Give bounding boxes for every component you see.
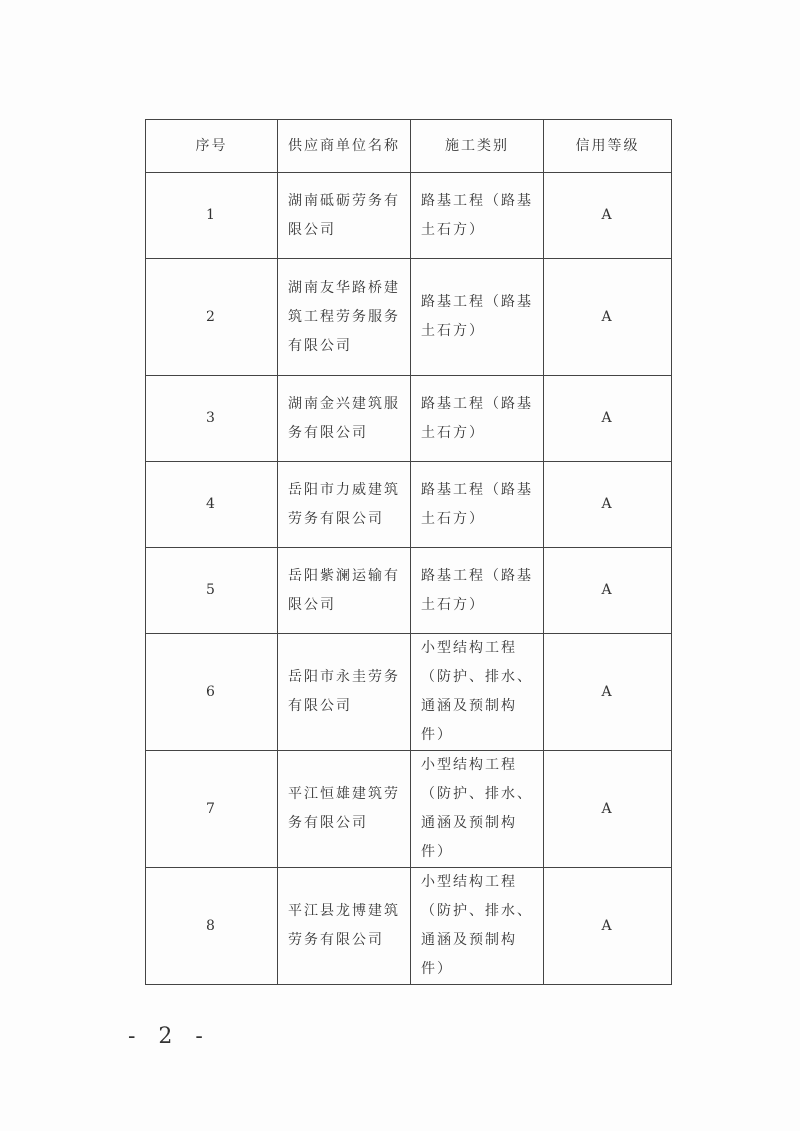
supplier-credit-table	[145, 119, 672, 985]
row-construction-type	[411, 173, 544, 259]
row-supplier-name	[278, 462, 411, 548]
construction-type-text: 小型结构工程（防护、排水、通涵及预制构件）	[421, 640, 533, 743]
construction-type-text: 小型结构工程（防护、排水、通涵及预制构件）	[421, 874, 533, 977]
supplier-name-text: 岳阳市永圭劳务有限公司	[288, 669, 400, 714]
table-row	[146, 548, 672, 634]
row-no: 4	[146, 462, 278, 548]
table-row	[146, 173, 672, 259]
row-construction-type	[411, 868, 544, 985]
supplier-name-text: 岳阳市力威建筑劳务有限公司	[288, 481, 400, 527]
supplier-name-text: 湖南金兴建筑服务有限公司	[288, 395, 400, 441]
row-no: 7	[146, 751, 278, 868]
table-row	[146, 868, 672, 985]
header-construction-type: 施工类别	[411, 120, 544, 173]
table-row	[146, 634, 672, 751]
construction-type-text: 路基工程（路基土石方）	[421, 567, 533, 613]
row-credit-grade: A	[544, 751, 672, 868]
supplier-name-text: 岳阳紫澜运输有限公司	[288, 567, 400, 613]
construction-type-text: 路基工程（路基土石方）	[421, 481, 533, 527]
row-no: 6	[146, 634, 278, 751]
supplier-name-text: 湖南砥砺劳务有限公司	[288, 192, 400, 238]
row-no: 5	[146, 548, 278, 634]
row-credit-grade: A	[544, 462, 672, 548]
page-number: - 2 -	[128, 1024, 211, 1049]
table-row	[146, 259, 672, 376]
row-supplier-name	[278, 376, 411, 462]
header-supplier-name: 供应商单位名称	[278, 120, 411, 173]
supplier-name-text: 湖南友华路桥建筑工程劳务服务有限公司	[288, 279, 400, 354]
supplier-name-text: 平江恒雄建筑劳务有限公司	[288, 786, 400, 831]
row-no: 1	[146, 173, 278, 259]
construction-type-text: 路基工程（路基土石方）	[421, 395, 533, 441]
construction-type-text: 小型结构工程（防护、排水、通涵及预制构件）	[421, 757, 533, 860]
row-construction-type	[411, 376, 544, 462]
table-header-row	[146, 120, 672, 173]
row-supplier-name	[278, 634, 411, 751]
row-construction-type	[411, 751, 544, 868]
supplier-name-text: 平江县龙博建筑劳务有限公司	[288, 903, 400, 948]
row-no: 8	[146, 868, 278, 985]
row-construction-type	[411, 548, 544, 634]
construction-type-text: 路基工程（路基土石方）	[421, 192, 533, 238]
row-no: 3	[146, 376, 278, 462]
row-credit-grade: A	[544, 634, 672, 751]
row-supplier-name	[278, 868, 411, 985]
row-supplier-name	[278, 751, 411, 868]
table-row	[146, 462, 672, 548]
row-construction-type	[411, 462, 544, 548]
row-credit-grade: A	[544, 868, 672, 985]
row-supplier-name	[278, 173, 411, 259]
row-construction-type	[411, 634, 544, 751]
row-no: 2	[146, 259, 278, 376]
row-credit-grade: A	[544, 548, 672, 634]
header-credit-grade: 信用等级	[544, 120, 672, 173]
row-construction-type	[411, 259, 544, 376]
construction-type-text: 路基工程（路基土石方）	[421, 294, 533, 339]
row-supplier-name	[278, 259, 411, 376]
header-no: 序号	[146, 120, 278, 173]
row-credit-grade: A	[544, 376, 672, 462]
table-row	[146, 751, 672, 868]
table-row	[146, 376, 672, 462]
row-credit-grade: A	[544, 259, 672, 376]
row-credit-grade: A	[544, 173, 672, 259]
row-supplier-name	[278, 548, 411, 634]
